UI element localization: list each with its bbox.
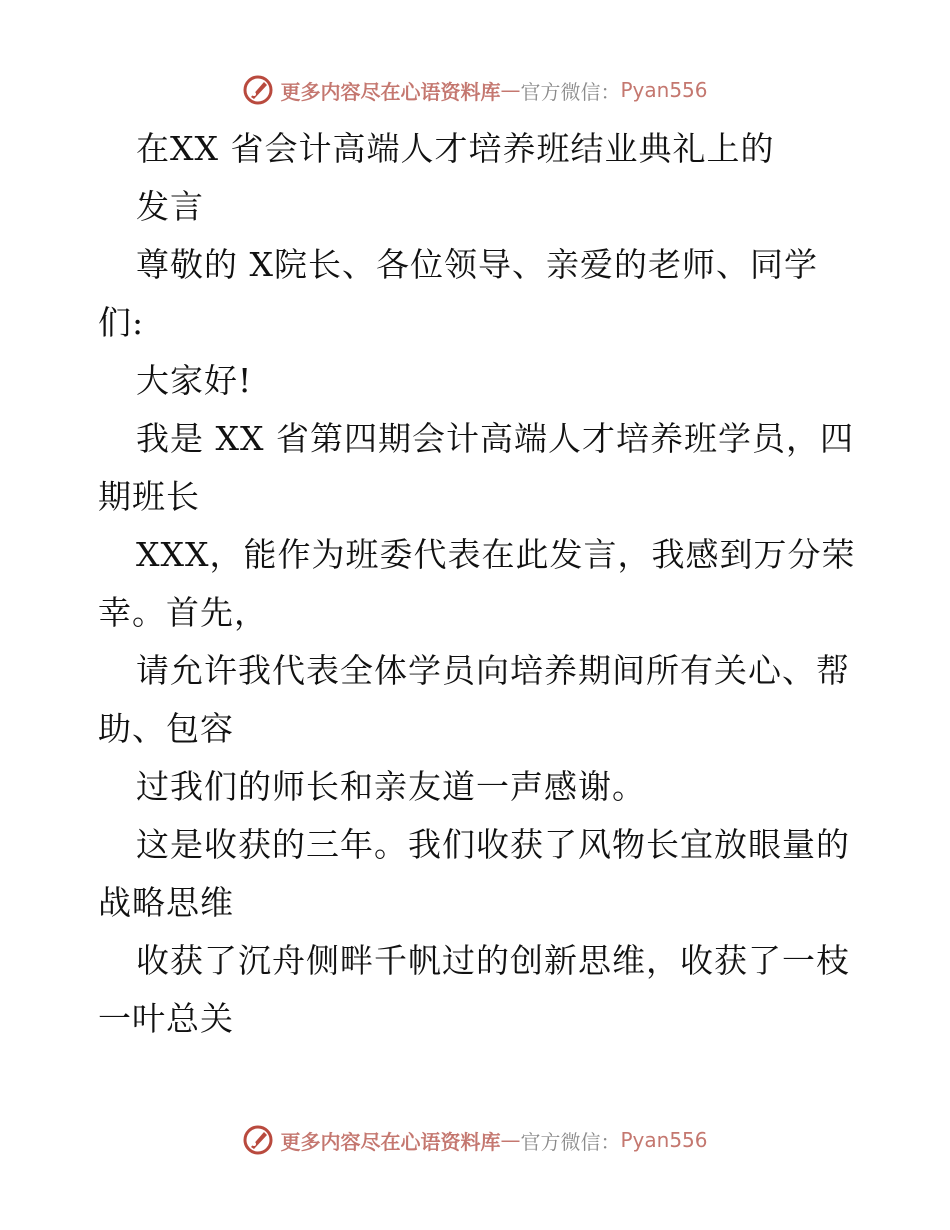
banner-promo-text: 更多内容尽在心语资料库 [280, 1129, 501, 1154]
doc-line: 助、包容 [98, 709, 234, 748]
doc-line: 大家好! [136, 361, 253, 400]
doc-line: 过我们的师长和亲友道一声感谢。 [136, 767, 646, 806]
banner-wechat-label: 官方微信： [520, 1129, 621, 1154]
banner-wechat-label: 官方微信： [520, 79, 621, 104]
doc-line: 在XX 省会计高端人才培养班结业典礼上的 [136, 129, 775, 168]
doc-line: 发言 [136, 187, 204, 226]
doc-line: 幸。首先， [98, 593, 268, 632]
pen-seal-logo-icon [242, 1124, 274, 1156]
banner-promo-text: 更多内容尽在心语资料库 [280, 79, 501, 104]
banner-wechat-id: Pyan556 [620, 1128, 708, 1152]
document-body [98, 120, 858, 1048]
doc-line: 这是收获的三年。我们收获了风物长宜放眼量的 [136, 825, 850, 864]
pen-seal-logo-icon [242, 74, 274, 106]
doc-line: 战略思维 [98, 883, 234, 922]
header-banner [0, 70, 950, 110]
footer-banner [0, 1120, 950, 1160]
doc-line: 一叶总关 [98, 999, 234, 1038]
doc-line: 收获了沉舟侧畔千帆过的创新思维，收获了一枝 [136, 941, 850, 980]
doc-line: 尊敬的 X院长、各位领导、亲爱的老师、同学 [136, 245, 818, 284]
doc-line: 请允许我代表全体学员向培养期间所有关心、帮 [136, 651, 850, 690]
banner-dash: — [500, 78, 521, 102]
banner-wechat-id: Pyan556 [620, 78, 708, 102]
doc-line: XXX，能作为班委代表在此发言，我感到万分荣 [136, 535, 856, 574]
doc-line: 我是 XX 省第四期会计高端人才培养班学员，四 [136, 419, 854, 458]
doc-line: 们: [98, 303, 145, 342]
banner-dash: — [500, 1128, 521, 1152]
doc-line: 期班长 [98, 477, 200, 516]
